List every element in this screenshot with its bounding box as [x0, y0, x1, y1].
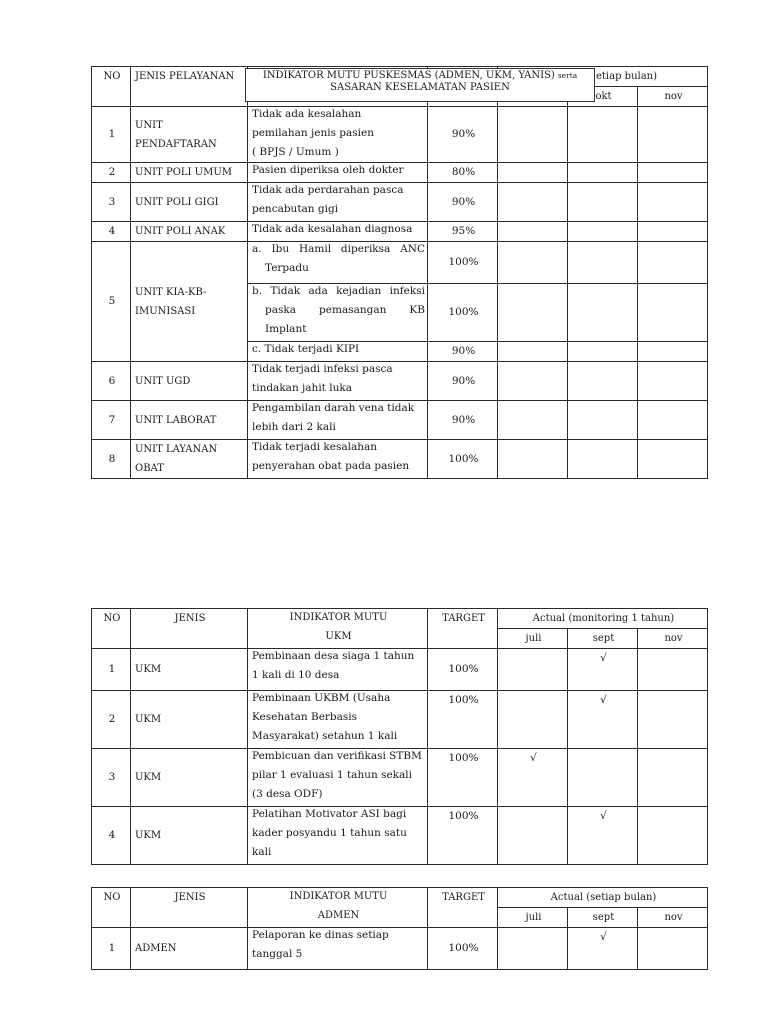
- check-juli: [498, 691, 568, 749]
- header-no: NO: [92, 609, 131, 649]
- indicator-cell: [248, 440, 428, 479]
- indicator-text: [252, 183, 425, 220]
- indicator-line: lebih dari 2 kali: [252, 421, 336, 433]
- indicator-line: tindakan jahit luka: [252, 382, 352, 394]
- indicator-line: paska pemasangan KB: [265, 304, 425, 316]
- indicator-line: pencabutan gigi: [252, 203, 339, 215]
- check-nov: [638, 649, 708, 691]
- table-row: [92, 362, 708, 401]
- row-number: 8: [92, 440, 131, 479]
- header-month-juli: juli: [498, 629, 568, 649]
- overlay-conjunction: serta: [557, 71, 578, 80]
- table-row: [92, 163, 708, 183]
- actual-cell: [498, 183, 568, 222]
- service-type: [131, 362, 248, 401]
- header-indikator-line: INDIKATOR MUTU: [289, 891, 388, 902]
- overlay-title: INDIKATOR MUTU PUSKESMAS (ADMEN, UKM, YANIS): [262, 70, 555, 81]
- header-month-okt: okt: [568, 87, 638, 107]
- target-value: 100%: [428, 284, 498, 342]
- header-no: NO: [92, 67, 131, 107]
- actual-cell: [638, 284, 708, 342]
- indicator-text: [252, 691, 425, 747]
- header-target: TARGET: [428, 888, 498, 928]
- indicator-line: Pengambilan darah vena tidak: [252, 402, 415, 414]
- header-month-nov: nov: [638, 908, 708, 928]
- admen-indicator-table: [91, 887, 708, 970]
- indicator-line: 1 kali di 10 desa: [252, 669, 340, 681]
- actual-cell: [638, 342, 708, 362]
- table-header-row: [92, 609, 708, 629]
- indicator-cell: [248, 242, 428, 284]
- header-month-sept: sept: [568, 629, 638, 649]
- service-type: [131, 183, 248, 222]
- service-type: [131, 107, 248, 163]
- table-row: [92, 222, 708, 242]
- indicator-cell: [248, 807, 428, 865]
- table-row: [92, 183, 708, 222]
- table-row: [92, 440, 708, 479]
- target-value: 90%: [428, 183, 498, 222]
- indicator-cell: [248, 749, 428, 807]
- row-number: 7: [92, 401, 131, 440]
- check-nov: [638, 749, 708, 807]
- actual-cell: [498, 440, 568, 479]
- service-type: UKM: [131, 749, 248, 807]
- indicator-text: [252, 928, 425, 965]
- check-sept: [568, 749, 638, 807]
- target-value: 90%: [428, 362, 498, 401]
- indicator-line: Tidak ada kesalahan diagnosa: [252, 223, 413, 235]
- service-type: UKM: [131, 649, 248, 691]
- header-month-sept: sept: [568, 908, 638, 928]
- check-juli: [498, 649, 568, 691]
- indicator-cell: [248, 107, 428, 163]
- target-value: 100%: [428, 691, 498, 749]
- header-indikator-text: [252, 888, 425, 926]
- actual-cell: [568, 107, 638, 163]
- header-target: TARGET: [428, 609, 498, 649]
- header-no: NO: [92, 888, 131, 928]
- actual-cell: [638, 107, 708, 163]
- actual-cell: [568, 284, 638, 342]
- ukm-indicator-table: [91, 608, 708, 865]
- indicator-line: Pembicuan dan verifikasi STBM: [252, 750, 422, 762]
- indicator-cell: [248, 401, 428, 440]
- indicator-cell: [248, 928, 428, 970]
- actual-cell: [498, 362, 568, 401]
- overlay-subtitle: SASARAN KESELAMATAN PASIEN: [330, 82, 510, 93]
- service-type-line: UNIT: [135, 119, 163, 131]
- check-sept: √: [568, 649, 638, 691]
- header-month-nov: nov: [638, 629, 708, 649]
- indicator-cell: [248, 284, 428, 342]
- indicator-line: Implant: [265, 323, 307, 335]
- indicator-text: [252, 401, 425, 438]
- check-juli: [498, 807, 568, 865]
- service-type: [131, 401, 248, 440]
- actual-cell: [568, 342, 638, 362]
- target-value: 100%: [428, 749, 498, 807]
- row-number: 1: [92, 928, 131, 970]
- indicator-text: [252, 284, 425, 340]
- actual-cell: [638, 163, 708, 183]
- indicator-line: kali: [252, 846, 272, 858]
- indicator-text: [252, 342, 425, 360]
- target-value: 90%: [428, 342, 498, 362]
- table-row: [92, 691, 708, 749]
- service-type-line: PENDAFTARAN: [135, 138, 217, 150]
- indicator-line: kader posyandu 1 tahun satu: [252, 827, 407, 839]
- target-value: 100%: [428, 440, 498, 479]
- actual-cell: [638, 401, 708, 440]
- indicator-cell: [248, 362, 428, 401]
- target-value: 80%: [428, 163, 498, 183]
- indicator-line: ( BPJS / Umum ): [252, 146, 339, 158]
- indicator-text: [252, 807, 425, 863]
- header-month-nov: nov: [638, 87, 708, 107]
- row-number: 4: [92, 807, 131, 865]
- indicator-line: Tidak ada kesalahan: [252, 108, 362, 120]
- indicator-line: Tidak terjadi kesalahan: [252, 441, 378, 453]
- indicator-cell: [248, 163, 428, 183]
- actual-cell: [568, 362, 638, 401]
- indicator-line: Tidak terjadi infeksi pasca: [252, 363, 393, 375]
- service-type: [131, 440, 248, 479]
- actual-cell: [638, 183, 708, 222]
- actual-cell: [638, 362, 708, 401]
- indicator-line: Kesehatan Berbasis: [252, 711, 358, 723]
- overlay-title-line: [246, 70, 594, 82]
- indicator-line: (3 desa ODF): [252, 788, 323, 800]
- actual-cell: [568, 440, 638, 479]
- header-indikator-line: UKM: [325, 631, 352, 642]
- row-number: 2: [92, 691, 131, 749]
- indicator-line: Pelaporan ke dinas setiap: [252, 929, 389, 941]
- row-number: 2: [92, 163, 131, 183]
- service-type-line: UNIT POLI ANAK: [135, 226, 226, 237]
- indicator-line: penyerahan obat pada pasien: [252, 460, 410, 472]
- actual-cell: [638, 222, 708, 242]
- service-type-line: UNIT LAYANAN: [135, 444, 218, 455]
- target-value: 100%: [428, 928, 498, 970]
- actual-cell: [498, 284, 568, 342]
- actual-cell: [638, 440, 708, 479]
- check-juli: [498, 928, 568, 970]
- indicator-line: Pelatihan Motivator ASI bagi: [252, 808, 407, 820]
- table-row: [92, 242, 708, 284]
- indicator-text: [252, 649, 425, 686]
- service-type: UKM: [131, 691, 248, 749]
- target-value: 100%: [428, 807, 498, 865]
- indicator-line: tanggal 5: [252, 948, 303, 960]
- check-sept: √: [568, 807, 638, 865]
- indicator-cell: [248, 183, 428, 222]
- service-type-line: IMUNISASI: [135, 305, 196, 317]
- actual-cell: [498, 242, 568, 284]
- indicator-line: c. Tidak terjadi KIPI: [252, 343, 360, 355]
- indicator-cell: [248, 342, 428, 362]
- indicator-line: Tidak ada perdarahan pasca: [252, 184, 404, 196]
- header-jenis: JENIS: [131, 609, 248, 649]
- indicator-line: pilar 1 evaluasi 1 tahun sekali: [252, 769, 413, 781]
- header-indikator: [248, 888, 428, 928]
- check-sept: √: [568, 928, 638, 970]
- header-month-juli: juli: [498, 908, 568, 928]
- row-number: 1: [92, 107, 131, 163]
- actual-cell: [498, 163, 568, 183]
- service-type-line: UNIT POLI UMUM: [135, 167, 233, 178]
- actual-cell: [568, 163, 638, 183]
- actual-cell: [638, 242, 708, 284]
- indicator-line: Masyarakat) setahun 1 kali: [252, 730, 398, 742]
- row-number: 3: [92, 749, 131, 807]
- table-row: [92, 107, 708, 163]
- title-overlay-box: [245, 68, 595, 102]
- header-jenis: JENIS PELAYANAN: [131, 67, 248, 107]
- actual-cell: [568, 242, 638, 284]
- actual-cell: [498, 342, 568, 362]
- service-type-line: UNIT POLI GIGI: [135, 196, 219, 208]
- indicator-text: [252, 222, 425, 240]
- row-number: 4: [92, 222, 131, 242]
- actual-cell: [568, 183, 638, 222]
- check-juli: √: [498, 749, 568, 807]
- indicator-line: a. Ibu Hamil diperiksa ANC: [252, 243, 425, 255]
- row-number: 5: [92, 242, 131, 362]
- table-header-row: [92, 888, 708, 908]
- service-type: UKM: [131, 807, 248, 865]
- service-indicator-table: [91, 66, 708, 479]
- indicator-line: Pasien diperiksa oleh dokter: [252, 164, 404, 176]
- indicator-cell: [248, 222, 428, 242]
- actual-cell: [568, 401, 638, 440]
- header-indikator-line: INDIKATOR MUTU: [289, 612, 388, 623]
- indicator-cell: [248, 649, 428, 691]
- indicator-line: b. Tidak ada kejadian infeksi: [252, 285, 425, 297]
- service-type: ADMEN: [131, 928, 248, 970]
- target-value: 100%: [428, 649, 498, 691]
- table-row: [92, 401, 708, 440]
- header-actual: Actual (setiap bulan): [498, 888, 708, 908]
- check-nov: [638, 691, 708, 749]
- indicator-line: Pembinaan desa siaga 1 tahun: [252, 650, 415, 662]
- indicator-line: pemilahan jenis pasien: [252, 127, 375, 139]
- service-type: [131, 222, 248, 242]
- check-nov: [638, 807, 708, 865]
- target-value: 90%: [428, 401, 498, 440]
- actual-cell: [498, 401, 568, 440]
- row-number: 1: [92, 649, 131, 691]
- header-indikator-text: [252, 609, 425, 647]
- service-type-line: UNIT KIA-KB-: [135, 286, 207, 298]
- service-type-line: UNIT LABORAT: [135, 414, 217, 426]
- indicator-text: [252, 440, 425, 477]
- indicator-cell: [248, 691, 428, 749]
- indicator-text: [252, 163, 425, 181]
- check-sept: √: [568, 691, 638, 749]
- check-nov: [638, 928, 708, 970]
- indicator-text: [252, 107, 425, 163]
- target-value: 95%: [428, 222, 498, 242]
- header-indikator: [248, 609, 428, 649]
- actual-cell: [498, 107, 568, 163]
- indicator-text: [252, 242, 425, 279]
- indicator-text: [252, 362, 425, 399]
- table-row: [92, 807, 708, 865]
- actual-cell: [568, 222, 638, 242]
- table-row: [92, 649, 708, 691]
- actual-cell: [498, 222, 568, 242]
- row-number: 3: [92, 183, 131, 222]
- header-indikator-line: ADMEN: [317, 910, 360, 921]
- header-actual: Actual (monitoring 1 tahun): [498, 609, 708, 629]
- service-type-line: OBAT: [135, 463, 164, 474]
- target-value: 100%: [428, 242, 498, 284]
- indicator-text: [252, 749, 425, 805]
- indicator-line: Pembinaan UKBM (Usaha: [252, 692, 391, 704]
- row-number: 6: [92, 362, 131, 401]
- header-jenis: JENIS: [131, 888, 248, 928]
- service-type-line: UNIT UGD: [135, 375, 191, 387]
- header-actual: etiap bulan): [498, 67, 708, 87]
- service-type: [131, 242, 248, 362]
- table-row: [92, 749, 708, 807]
- indicator-line: Terpadu: [265, 262, 309, 274]
- table-row: [92, 928, 708, 970]
- service-type: [131, 163, 248, 183]
- target-value: 90%: [428, 107, 498, 163]
